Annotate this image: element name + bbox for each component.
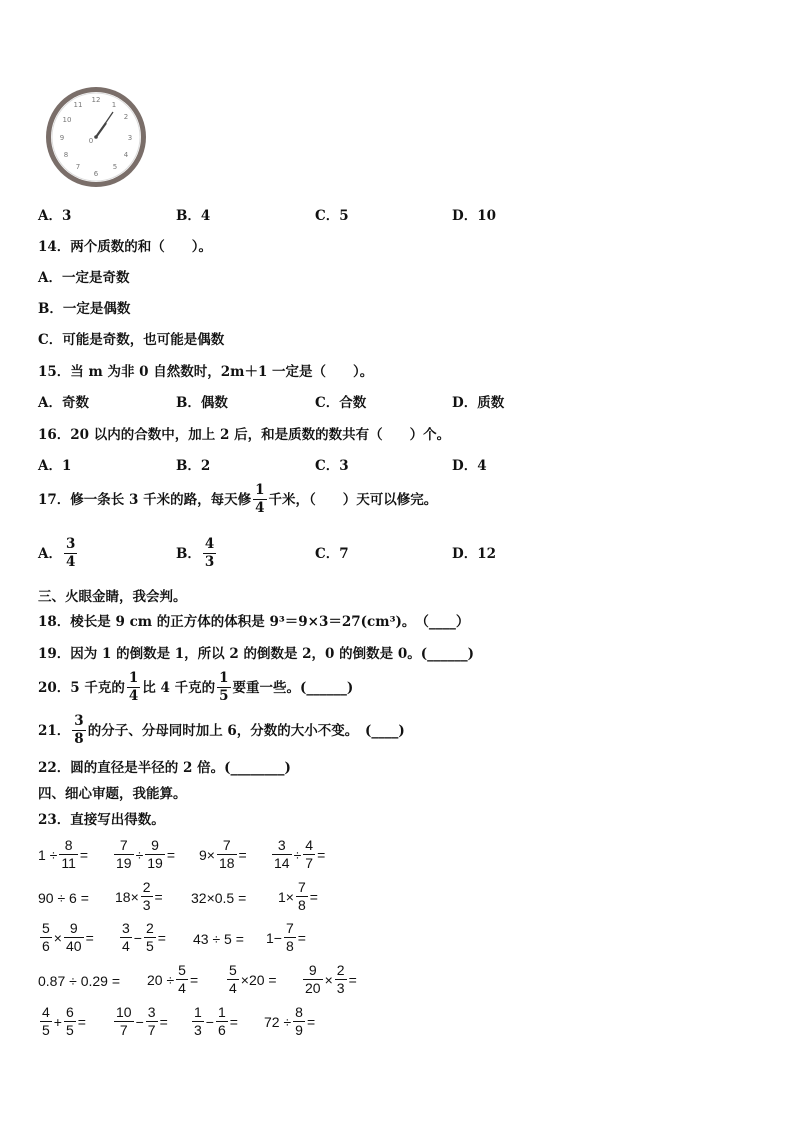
clock-number-6: 6 [93, 170, 99, 178]
calc-r2c2[interactable]: 18× $\frac{2}{3}$ = [115, 879, 163, 913]
calc-r5c4[interactable]: 72 ÷ $\frac{8}{9}$ = [264, 1004, 316, 1038]
section-4-title: 四、细心审题，我能算。 [38, 786, 187, 802]
q21-statement[interactable]: 21． $\frac{3}{8}$ 的分子、分母同时加上 6，分数的大小不变。 (____) [38, 713, 405, 747]
q16-stem: 16．20 以内的合数中，加上 2 后，和是质数的数共有（ ）个。 [38, 427, 451, 443]
q15-option-a[interactable]: A．奇数 [38, 395, 89, 411]
q14-stem: 14．两个质数的和（ ）。 [38, 239, 213, 255]
q17-stem [38, 482, 437, 517]
q17-option-d[interactable]: D．12 [452, 546, 496, 562]
q17-fraction: $\frac{1}{4}$ [255, 482, 265, 516]
q16-option-b[interactable]: B．2 [176, 458, 211, 474]
calc-r3c1[interactable]: $\frac{5}{6}$ × $\frac{9}{40}$ = [42, 920, 94, 954]
q14-option-c[interactable]: C．可能是奇数，也可能是偶数 [38, 332, 225, 348]
calc-r3c2[interactable]: $\frac{3}{4}$ − $\frac{2}{5}$ = [122, 920, 166, 954]
calc-r1c4[interactable]: $\frac{3}{14}$ ÷ $\frac{4}{7}$ = [274, 837, 326, 871]
q15-option-d[interactable]: D．质数 [452, 395, 505, 411]
q23-stem: 23．直接写出得数。 [38, 812, 165, 828]
clock-number-8: 8 [63, 151, 69, 159]
calc-r3c3[interactable]: 43 ÷ 5 = [193, 931, 244, 947]
q17-option-a[interactable]: A． $\frac{3}{4}$ [38, 536, 76, 570]
q15-option-c[interactable]: C．合数 [315, 395, 367, 411]
q19-statement[interactable]: 19．因为 1 的倒数是 1，所以 2 的倒数是 2，0 的倒数是 0。(______) [38, 646, 475, 662]
q13-option-a[interactable]: A．3 [38, 208, 72, 224]
clock-number-11: 11 [73, 101, 83, 109]
section-3-title: 三、火眼金睛，我会判。 [38, 589, 187, 605]
q20-statement[interactable]: 20．5 千克的 $\frac{1}{4}$ 比 4 千克的 $\frac{1}{5}$ 要重一些。(______) [38, 670, 354, 704]
calc-r2c1[interactable]: 90 ÷ 6 = [38, 890, 89, 906]
calc-r4c3[interactable]: $\frac{5}{4}$ ×20 = [229, 962, 277, 996]
calc-r5c1[interactable]: $\frac{4}{5}$ + $\frac{6}{5}$ = [42, 1004, 86, 1038]
q14-option-b[interactable]: B．一定是偶数 [38, 301, 131, 317]
q18-statement[interactable]: 18．棱长是 9 cm 的正方体的体积是 9³＝9×3＝27(cm³)。 （____） [38, 614, 470, 630]
calc-r4c2[interactable]: 20 ÷ $\frac{5}{4}$ = [147, 962, 199, 996]
q15-stem: 15．当 m 为非 0 自然数时，2m＋1 一定是（ ）。 [38, 364, 374, 380]
q15-option-b[interactable]: B．偶数 [176, 395, 228, 411]
calc-r1c1[interactable]: 1 ÷ $\frac{8}{11}$ = [38, 837, 89, 871]
q14-option-a[interactable]: A．一定是奇数 [38, 270, 130, 286]
clock-center-label: 0 [88, 137, 94, 145]
q17-stem-pre: 17．修一条长 3 千米的路，每天修 [38, 491, 252, 508]
calc-r3c4[interactable]: 1− $\frac{7}{8}$ = [266, 920, 306, 954]
calc-r1c2[interactable]: $\frac{7}{19}$ ÷ $\frac{9}{19}$ = [116, 837, 176, 871]
clock-number-10: 10 [62, 116, 72, 124]
clock-number-2: 2 [123, 113, 129, 121]
q17-option-b[interactable]: B． $\frac{4}{3}$ [176, 536, 215, 570]
q13-option-b[interactable]: B．4 [176, 208, 211, 224]
calc-r2c3[interactable]: 32×0.5 = [191, 890, 247, 906]
clock-number-5: 5 [112, 163, 118, 171]
calc-r4c4[interactable]: $\frac{9}{20}$ × $\frac{2}{3}$ = [305, 962, 357, 996]
q16-option-a[interactable]: A．1 [38, 458, 72, 474]
calc-r1c3[interactable]: 9× $\frac{7}{18}$ = [199, 837, 247, 871]
calc-r2c4[interactable]: 1× $\frac{7}{8}$ = [278, 879, 318, 913]
calc-r5c3[interactable]: $\frac{1}{3}$ − $\frac{1}{6}$ = [194, 1004, 238, 1038]
q17-option-c[interactable]: C．7 [315, 546, 349, 562]
q17-stem-post: 千米，（ ）天可以修完。 [268, 491, 438, 508]
clock-number-1: 1 [111, 101, 117, 109]
clock-image [40, 85, 152, 190]
calc-r4c1[interactable]: 0.87 ÷ 0.29 = [38, 973, 121, 989]
calc-r5c2[interactable]: $\frac{10}{7}$ − $\frac{3}{7}$ = [116, 1004, 168, 1038]
q13-option-c[interactable]: C．5 [315, 208, 349, 224]
q16-option-c[interactable]: C．3 [315, 458, 349, 474]
clock-number-3: 3 [127, 134, 133, 142]
q13-option-d[interactable]: D．10 [452, 208, 496, 224]
clock-number-7: 7 [75, 163, 81, 171]
q16-option-d[interactable]: D．4 [452, 458, 487, 474]
q22-statement[interactable]: 22．圆的直径是半径的 2 倍。(________) [38, 760, 291, 776]
clock-number-9: 9 [59, 134, 65, 142]
clock-number-12: 12 [91, 96, 101, 104]
clock-number-4: 4 [123, 151, 129, 159]
